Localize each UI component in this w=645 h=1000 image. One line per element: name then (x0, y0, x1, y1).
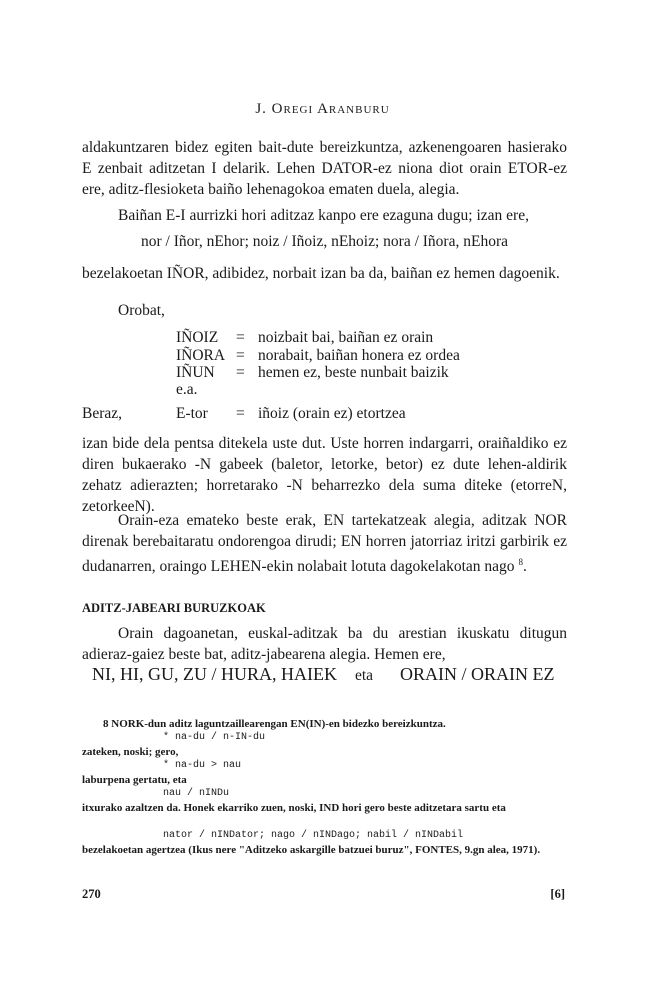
footnote-line: laburpena gertatu, eta (82, 774, 187, 786)
etor-equals: = (236, 405, 245, 422)
footnote-formula-1: * na-du / n-IN-du (163, 732, 266, 743)
footnote-line: zateken, noski; gero, (82, 746, 179, 758)
beraz-label: Beraz, (82, 405, 123, 422)
page-number: 270 (82, 887, 101, 901)
footnote-ref: 8 (518, 557, 523, 567)
def-meaning-inun: hemen ez, beste nunbait baizik (258, 364, 449, 381)
def-meaning-inoiz: noizbait bai, baiñan ez orain (258, 329, 434, 346)
running-header: J. Oregi Aranburu (255, 101, 390, 117)
def-equals: = (236, 329, 245, 346)
paragraph-5: Orain-eza emateko beste erak, EN tartekatzeak alegia, aditzak NOR direnak berebaitaratu ondorengoa dirudi; EN horren jatorriaz iritzi garbirik ez dudanarren, oraingo LEHEN-ekin nolabait lotuta dagokelakotan nago $^8$. (82, 512, 567, 576)
pronoun-line: NI, HI, GU, ZU / HURA, HAIEK (92, 664, 337, 684)
eta-word: eta (355, 667, 374, 684)
def-term-inun: IÑUN (176, 364, 215, 381)
footnote-line: itxurako azaltzen da. Honek ekarriko zuen, noski, IND hori gero beste aditzetara sartu eta (82, 802, 506, 814)
etor-meaning: iñoiz (orain ez) etortzea (258, 405, 406, 422)
def-term-inoiz: IÑOIZ (176, 329, 219, 346)
footnote-formula-4: nator / nINDator; nago / nINDago; nabil / nINDabil (163, 830, 464, 841)
paragraph-2: Baiñan E-I aurrizki hori aditzaz kanpo ere ezaguna dugu; izan ere, (118, 207, 529, 224)
def-meaning-inora: norabait, baiñan honera ez ordea (258, 347, 460, 364)
paragraph-3: bezelakoetan IÑOR, adibidez, norbait izan ba da, baiñan ez hemen dagoenik. (82, 265, 560, 282)
paragraph-4: izan bide dela pentsa ditekela uste dut. Uste horren indargarri, oraiñaldiko ez diren bukaerako -N gabeek (baletor, letorke, betor) ez dute lehen-aldirik zehatz adierazten; horretarako -N beharrezko dela suma diteke (etorreN, zetorkeeN). (82, 435, 567, 515)
etor-term: E-tor (176, 405, 208, 422)
footnote-8-title: 8 NORK-dun aditz laguntzaillearengan EN(IN)-en bidezko bereizkuntza. (103, 718, 446, 730)
ea-label: e.a. (176, 381, 198, 398)
page-tag: [6] (550, 887, 565, 901)
time-line: ORAIN / ORAIN EZ (400, 664, 555, 684)
example-line: nor / Iñor, nEhor; noiz / Iñoiz, nEhoiz; nora / Iñora, nEhora (141, 233, 508, 250)
def-equals: = (236, 347, 245, 364)
def-equals: = (236, 364, 245, 381)
section-heading: ADITZ-JABEARI BURUZKOAK (82, 601, 266, 615)
def-term-inora: IÑORA (176, 347, 226, 364)
paragraph-1: aldakuntzaren bidez egiten bait-dute bereizkuntza, azkenengoaren hasierako E zenbait aditzetan I delarik. Lehen DATOR-ez niona diot orain ETOR-ez ere, aditz-flesioketa baiño lehenagokoa ematen duela, alegia. (82, 139, 567, 198)
orobat-label: Orobat, (118, 302, 165, 319)
footnote-line: bezelakoetan agertzea (Ikus nere "Aditzeko askargille batzuei buruz", FONTES, 9.gn alea, 1971). (82, 844, 541, 856)
paragraph-6: Orain dagoanetan, euskal-aditzak ba du arestian ikuskatu ditugun adieraz-gaiez beste bat, aditz-jabearena alegia. Hemen ere, (82, 625, 567, 663)
footnote-formula-3: nau / nINDu (163, 788, 230, 799)
footnote-formula-2: * na-du > nau (163, 760, 242, 771)
paragraph-5-text: Orain-eza emateko beste erak, EN tartekatzeak alegia, aditzak NOR direnak berebaitaratu ondorengoa dirudi; EN horren jatorriaz iritzi garbirik ez dudanarren, oraingo LEHEN-ekin nolabait lotuta dagokelakotan nago (82, 512, 567, 576)
